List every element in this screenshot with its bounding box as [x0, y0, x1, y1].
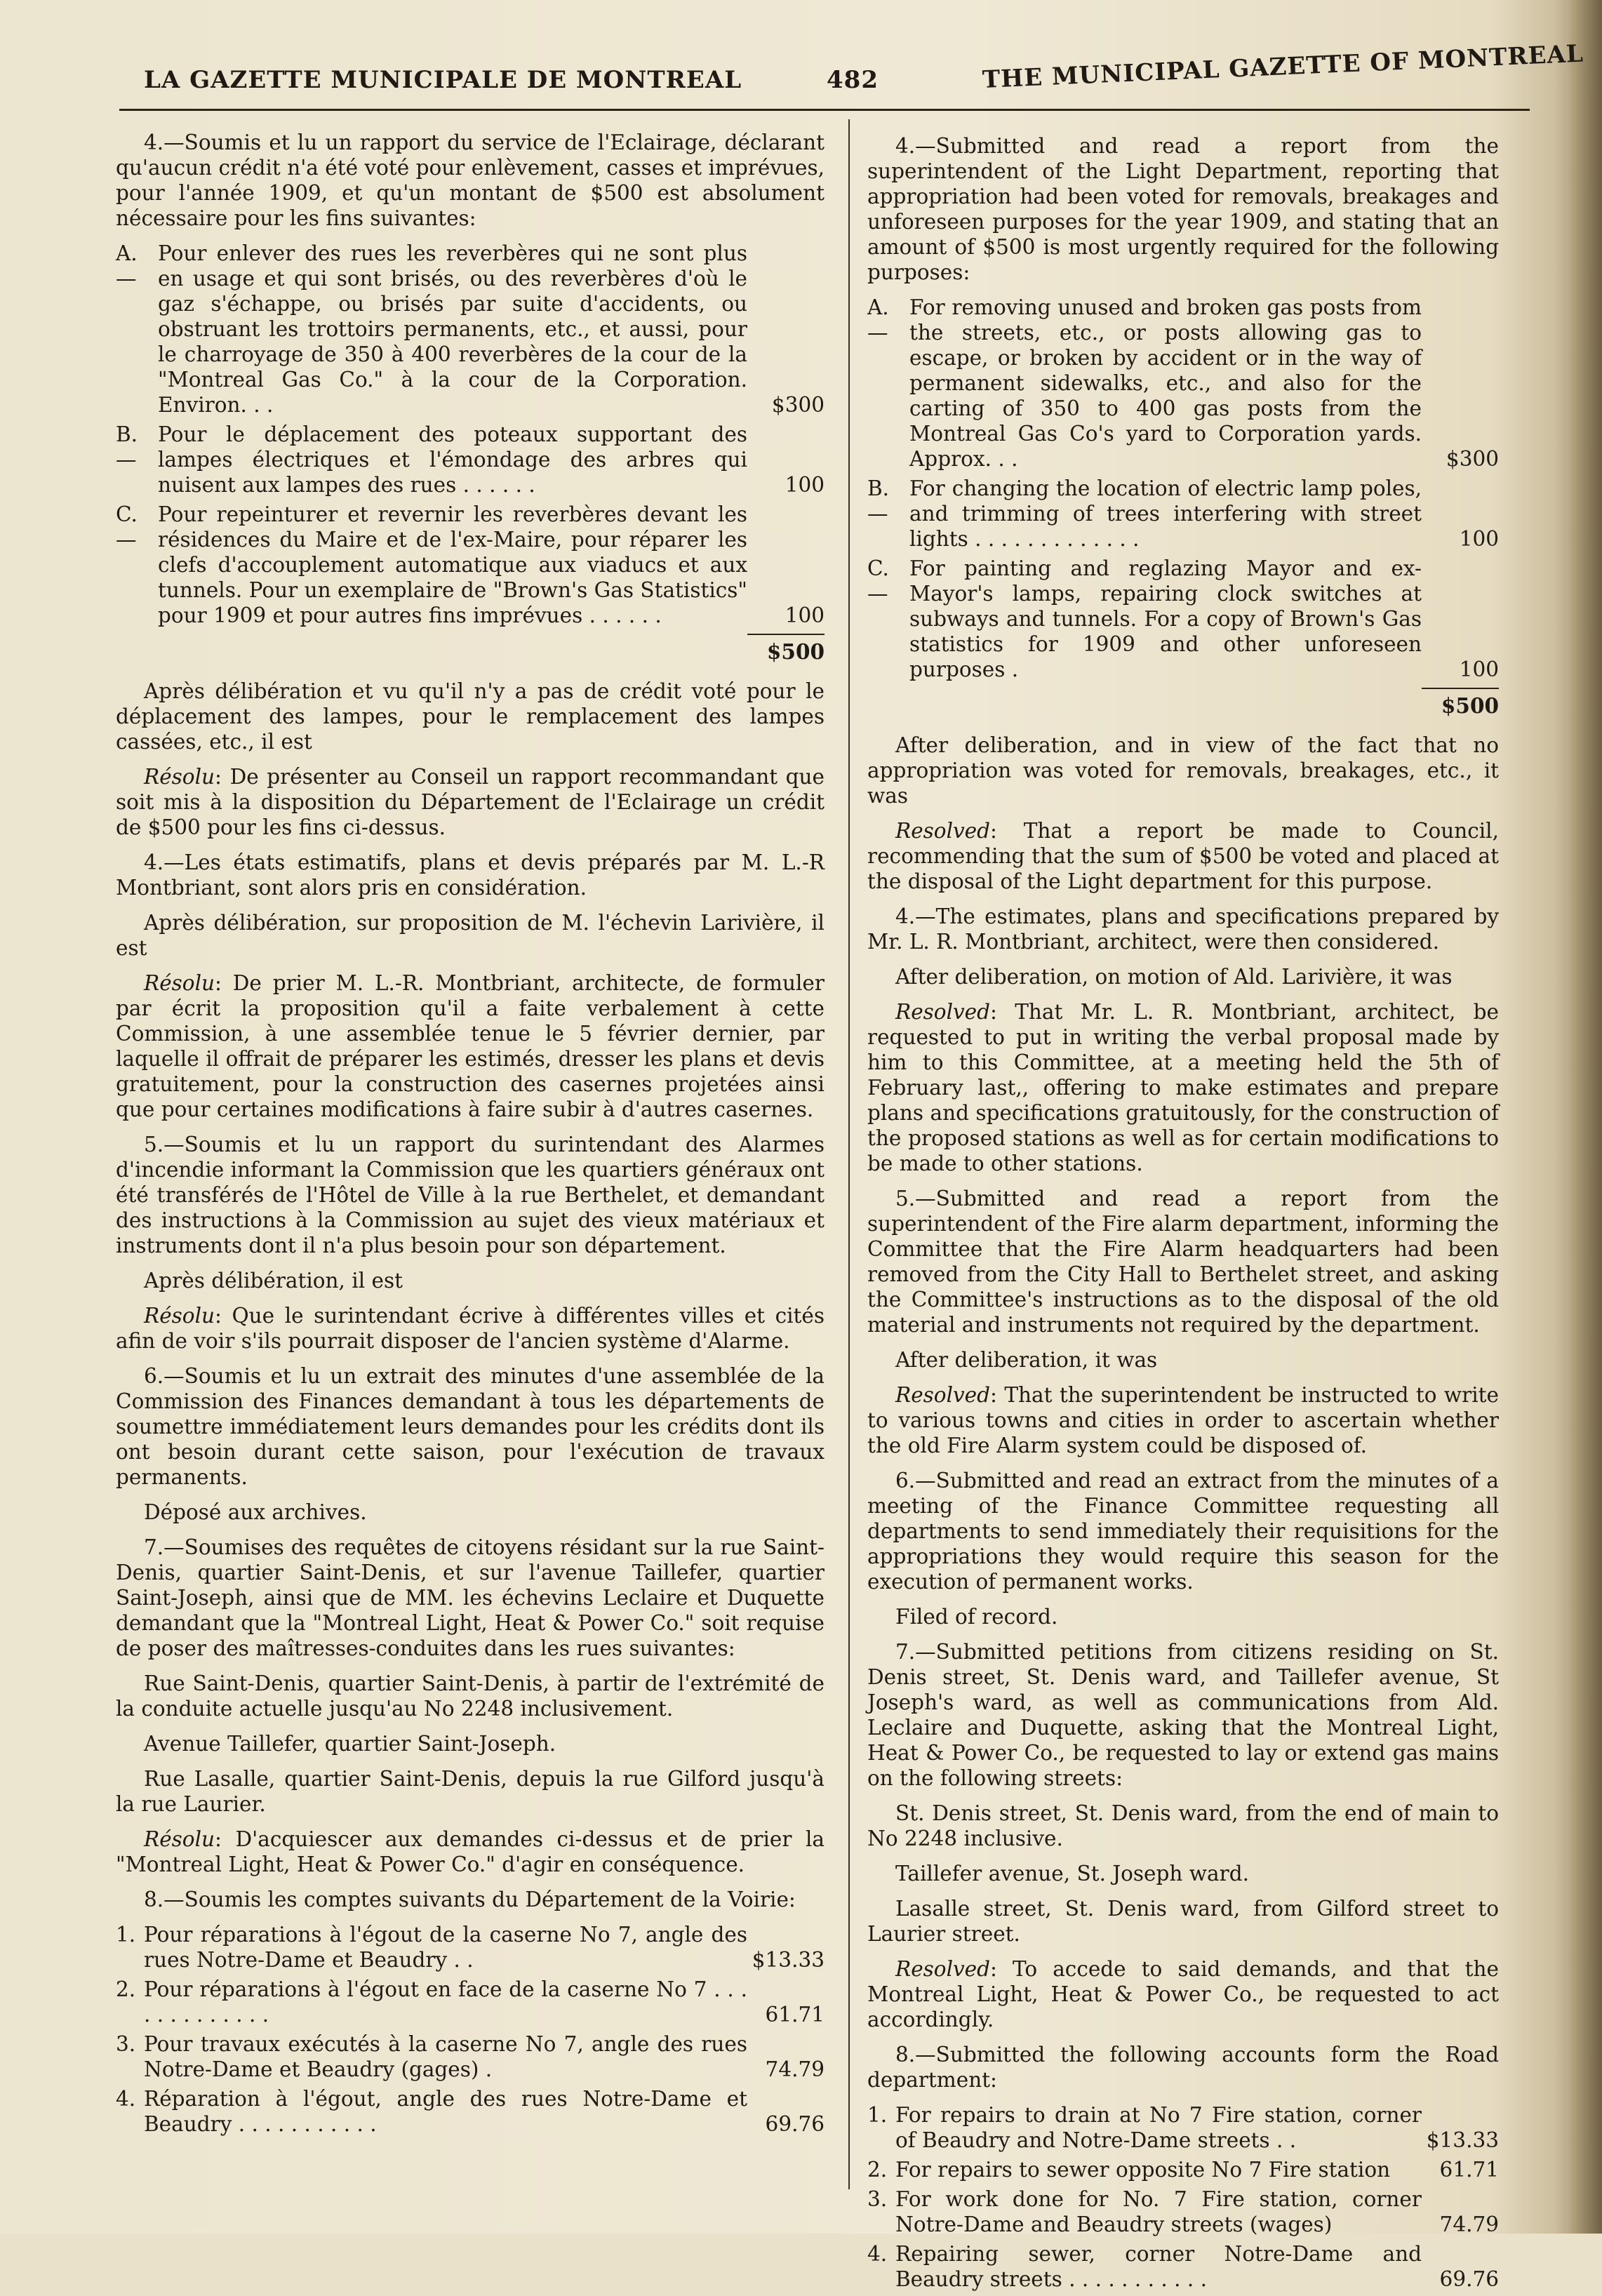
item-amount: 100: [785, 603, 825, 627]
paragraph: 4.—Les états estimatifs, plans et devis préparés par M. L.-R Montbriant, sont alors pris en considération.: [116, 850, 825, 900]
resolu-label: Résolu: [144, 971, 215, 995]
accounts-list: [867, 2102, 1499, 2292]
list-item: [116, 1922, 825, 1973]
item-label: 2.: [867, 2158, 888, 2182]
column-divider: [848, 119, 850, 2189]
page-number: 482: [827, 66, 879, 94]
item-4-intro: 4.—Submitted and read a report from the superintendent of the Light Department, reporting that appropriation had been voted for removals, breakages and unforeseen purposes for the year 1909, and stating that an amount of $500 is most urgently required for the following purposes:: [867, 134, 1499, 284]
item-label: 3.: [867, 2187, 888, 2211]
paragraph: Après délibération et vu qu'il n'y a pas de crédit voté pour le déplacement des lampes, pour le remplacement des lampes cassées, etc., il est: [116, 679, 825, 754]
resolution: [116, 764, 825, 840]
street-entry: Avenue Taillefer, quartier Saint-Joseph.: [144, 1732, 556, 1756]
resolution: [867, 999, 1499, 1176]
paragraph: After deliberation, it was: [895, 1348, 1158, 1372]
resolu-label: Résolu: [144, 1304, 215, 1328]
list-item: [116, 2086, 825, 2137]
item-label: B.—: [116, 422, 138, 472]
item-amount: 69.76: [1439, 2267, 1499, 2291]
item-label: 4.: [116, 2087, 136, 2111]
header-french-title: LA GAZETTE MUNICIPALE DE MONTREAL: [144, 66, 742, 94]
item-amount: 61.71: [765, 2003, 825, 2027]
list-item: [116, 1977, 825, 2027]
paragraph: 7.—Soumises des requêtes de citoyens résidant sur la rue Saint-Denis, quartier Saint-Denis, et sur l'avenue Taillefer, quartier Saint-Joseph, ainsi que de MM. les échevins Leclaire et Duquette demandant que la "Montreal Light, Heat & Power Co." soit requise de poser des maîtresses-conduites dans les rues suivantes:: [116, 1535, 825, 1660]
item-amount: $13.33: [1426, 2128, 1499, 2152]
street-entry: Lasalle street, St. Denis ward, from Gilford street to Laurier street.: [867, 1897, 1499, 1946]
french-column: [116, 130, 825, 2141]
item-text: For repairs to sewer opposite No 7 Fire station: [895, 2158, 1391, 2182]
item-text: Pour réparations à l'égout de la caserne No 7, angle des rues Notre-Dame et Beaudry . .: [144, 1923, 747, 1972]
paragraph: After deliberation, and in view of the fact that no appropriation was voted for removals, breakages, etc., it was: [867, 733, 1499, 808]
item-amount: 61.71: [1439, 2158, 1499, 2182]
list-item: [116, 422, 825, 498]
list-item: [867, 2187, 1499, 2237]
item-amount: 100: [1459, 527, 1499, 551]
item-text: Pour enlever des rues les reverbères qui ne sont plus en usage et qui sont brisés, ou des reverbères d'où le gaz s'échappe, ou brisés par suite d'accidents, ou obstruant les trottoirs permanents, etc., et aussi, pour le charroyage de 350 à 400 reverbères de la cour de la "Montreal Gas Co." à la cour de la Corporation. Environ. . .: [158, 241, 747, 417]
item-label: 1.: [116, 1923, 136, 1947]
item-text: Pour le déplacement des poteaux supportant des lampes électriques et l'émondage des arbres qui nuisent aux lampes des rues . . . . . .: [158, 422, 747, 497]
item-text: For removing unused and broken gas posts from the streets, etc., or posts allowing gas to escape, or broken by accident or in the way of permanent sidewalks, etc., and also for the carting of 350 to 400 gas posts from the Montreal Gas Co's yard to Corporation yards. Approx. . .: [909, 295, 1422, 471]
item-4-intro: 4.—Soumis et lu un rapport du service de l'Eclairage, déclarant qu'aucun crédit n'a été voté pour enlèvement, casses et imprévues, pour l'année 1909, et qu'un montant de $500 est absolument nécessaire pour les fins suivantes:: [116, 131, 825, 230]
paragraph: Déposé aux archives.: [144, 1500, 367, 1524]
street-entry: St. Denis street, St. Denis ward, from the end of main to No 2248 inclusive.: [867, 1801, 1499, 1850]
list-item: [867, 2102, 1499, 2153]
header-rule: [119, 109, 1530, 111]
item-label: A.—: [116, 241, 138, 291]
total-amount: $500: [1441, 693, 1499, 718]
paragraph: After deliberation, on motion of Ald. Larivière, it was: [895, 965, 1453, 989]
list-item: [867, 556, 1499, 682]
street-entry: Taillefer avenue, St. Joseph ward.: [895, 1862, 1249, 1885]
item-amount: $300: [1446, 447, 1499, 471]
list-item: [867, 2157, 1499, 2182]
list-item: [867, 2241, 1499, 2292]
item-text: For repairs to drain at No 7 Fire station, corner of Beaudry and Notre-Dame streets . .: [895, 2103, 1422, 2152]
paragraph: 5.—Submitted and read a report from the superintendent of the Fire alarm department, informing the Committee that the Fire Alarm headquarters had been removed from the City Hall to Berthelet street, and asking the Committee's instructions as to the disposal of the old material and instruments not required by the department.: [867, 1187, 1499, 1337]
header-english-title: THE MUNICIPAL GAZETTE OF MONTREAL: [982, 39, 1584, 94]
resolution-text: : De présenter au Conseil un rapport recommandant que soit mis à la disposition du Département de l'Eclairage un crédit de $500 pour les fins ci-dessus.: [116, 765, 825, 839]
item-label: 4.: [867, 2242, 888, 2266]
item-label: C.—: [116, 502, 138, 552]
accounts-list: [116, 1922, 825, 2137]
list-item: [116, 241, 825, 418]
street-entry: Rue Saint-Denis, quartier Saint-Denis, à partir de l'extrémité de la conduite actuelle jusqu'au No 2248 inclusivement.: [116, 1671, 825, 1721]
page-header: [0, 39, 1602, 111]
total-rule: [867, 688, 1499, 689]
resolution: [867, 818, 1499, 894]
resolution: [867, 1956, 1499, 2032]
resolution-text: : To accede to said demands, and that the Montreal Light, Heat & Power Co., be requested to act accordingly.: [867, 1957, 1499, 2031]
total-amount: $500: [766, 639, 825, 664]
item-text: Pour travaux exécutés à la caserne No 7, angle des rues Notre-Dame et Beaudry (gages) .: [144, 2032, 747, 2081]
resolu-label: Résolu: [144, 765, 215, 789]
resolved-label: Resolved: [895, 1383, 991, 1407]
paragraph: 6.—Soumis et lu un extrait des minutes d'une assemblée de la Commission des Finances demandant à tous les départements de soumettre immédiatement leurs demandes pour les crédits dont ils ont besoin durant cette saison, pour l'exécution de travaux permanents.: [116, 1364, 825, 1489]
total-rule: [116, 634, 825, 635]
resolution-text: : That the superintendent be instructed to write to various towns and cities in order to ascertain whether the old Fire Alarm system could be disposed of.: [867, 1383, 1499, 1457]
resolution-text: : That a report be made to Council, recommending that the sum of $500 be voted and placed at the disposal of the Light department for this purpose.: [867, 819, 1499, 893]
item-text: For painting and reglazing Mayor and ex-Mayor's lamps, repairing clock switches at subways and tunnels. For a copy of Brown's Gas statistics for 1909 and other unforeseen purposes .: [909, 556, 1422, 681]
resolution-text: : That Mr. L. R. Montbriant, architect, be requested to put in writing the verbal proposal made by him to this Committee, at a meeting held the 5th of February last,, offering to make estimates and prepare plans and specifications gratuitously, for the construction of the proposed stations as well as for certain modifications to be made to other stations.: [867, 1000, 1499, 1175]
resolution: [867, 1382, 1499, 1458]
resolution-text: : Que le surintendant écrive à différentes villes et cités afin de voir s'ils pourrait disposer de l'ancien système d'Alarme.: [116, 1304, 825, 1353]
item-label: 3.: [116, 2032, 136, 2056]
item-label: 2.: [116, 1977, 136, 2001]
resolved-label: Resolved: [895, 1957, 991, 1981]
item-label: A.—: [867, 295, 889, 345]
paragraph: Filed of record.: [895, 1605, 1058, 1629]
light-items-list: [116, 241, 825, 628]
item-amount: 69.76: [765, 2112, 825, 2136]
item-text: Réparation à l'égout, angle des rues Notre-Dame et Beaudry . . . . . . . . . . .: [144, 2087, 747, 2136]
list-item: [867, 476, 1499, 552]
paragraph: 6.—Submitted and read an extract from the minutes of a meeting of the Finance Committee requesting all departments to send immediately their requisitions for the appropriations they would require this season for the execution of permanent works.: [867, 1469, 1499, 1594]
paragraph: 4.—The estimates, plans and specifications prepared by Mr. L. R. Montbriant, architect, were then considered.: [867, 905, 1499, 954]
resolved-label: Resolved: [895, 819, 991, 843]
light-items-list: [867, 295, 1499, 682]
item-label: 1.: [867, 2103, 888, 2127]
item-amount: $300: [771, 393, 825, 417]
resolu-label: Résolu: [144, 1827, 215, 1851]
street-entry: Rue Lasalle, quartier Saint-Denis, depuis la rue Gilford jusqu'à la rue Laurier.: [116, 1767, 825, 1816]
list-item: [867, 295, 1499, 472]
list-item: [116, 502, 825, 628]
paragraph: Après délibération, il est: [144, 1269, 403, 1293]
paragraph: Après délibération, sur proposition de M. l'échevin Larivière, il est: [116, 911, 825, 960]
item-amount: $13.33: [752, 1948, 825, 1972]
item-text: Repairing sewer, corner Notre-Dame and Beaudry streets . . . . . . . . . . .: [895, 2242, 1422, 2291]
resolution-text: : De prier M. L.-R. Montbriant, architecte, de formuler par écrit la proposition qu'il a faite verbalement à cette Commission, à une assemblée tenue le 5 février dernier, par laquelle il offrait de préparer les estimés, dresser les plans et devis gratuitement, pour la construction des casernes projetées ainsi que pour certaines modifications à faire subir à d'autres casernes.: [116, 971, 825, 1121]
book-spine-shadow: [1570, 0, 1602, 2234]
resolution-text: : D'acquiescer aux demandes ci-dessus et de prier la "Montreal Light, Heat & Power Co." d'agir en conséquence.: [116, 1827, 825, 1876]
english-column: [867, 133, 1499, 2296]
item-amount: 100: [1459, 658, 1499, 681]
resolution: [116, 1303, 825, 1354]
item-text: For work done for No. 7 Fire station, corner Notre-Dame and Beaudry streets (wages): [895, 2187, 1422, 2236]
item-text: Pour repeinturer et revernir les reverbères devant les résidences du Maire et de l'ex-Maire, pour réparer les clefs d'accouplement automatique aux viaducs et aux tunnels. Pour un exemplaire de "Brown's Gas Statistics" pour 1909 et pour autres fins imprévues . . . . . .: [158, 502, 747, 627]
item-label: B.—: [867, 476, 890, 526]
item-amount: 100: [785, 473, 825, 497]
item-label: C.—: [867, 556, 889, 606]
paragraph: 7.—Submitted petitions from citizens residing on St. Denis street, St. Denis ward, and Taillefer avenue, St Joseph's ward, as well as communications from Ald. Leclaire and Duquette, asking that the Montreal Light, Heat & Power Co., be requested to lay or extend gas mains on the following streets:: [867, 1640, 1499, 1790]
item-text: Pour réparations à l'égout en face de la caserne No 7 . . . . . . . . . . . . .: [144, 1977, 747, 2027]
resolution: [116, 970, 825, 1122]
item-amount: 74.79: [765, 2057, 825, 2081]
item-text: For changing the location of electric lamp poles, and trimming of trees interfering with street lights . . . . . . . . . . . . .: [909, 476, 1422, 551]
resolution: [116, 1827, 825, 1877]
item-amount: 74.79: [1439, 2212, 1499, 2236]
resolved-label: Resolved: [895, 1000, 991, 1024]
paragraph: 5.—Soumis et lu un rapport du surintendant des Alarmes d'incendie informant la Commission que les quartiers généraux ont été transférés de l'Hôtel de Ville à la rue Berthelet, et demandant des instructions à la Commission au sujet des vieux matériaux et instruments dont il n'a plus besoin pour son département.: [116, 1133, 825, 1257]
paragraph: 8.—Soumis les comptes suivants du Département de la Voirie:: [144, 1888, 796, 1911]
list-item: [116, 2031, 825, 2082]
paragraph: 8.—Submitted the following accounts form the Road department:: [867, 2043, 1499, 2092]
